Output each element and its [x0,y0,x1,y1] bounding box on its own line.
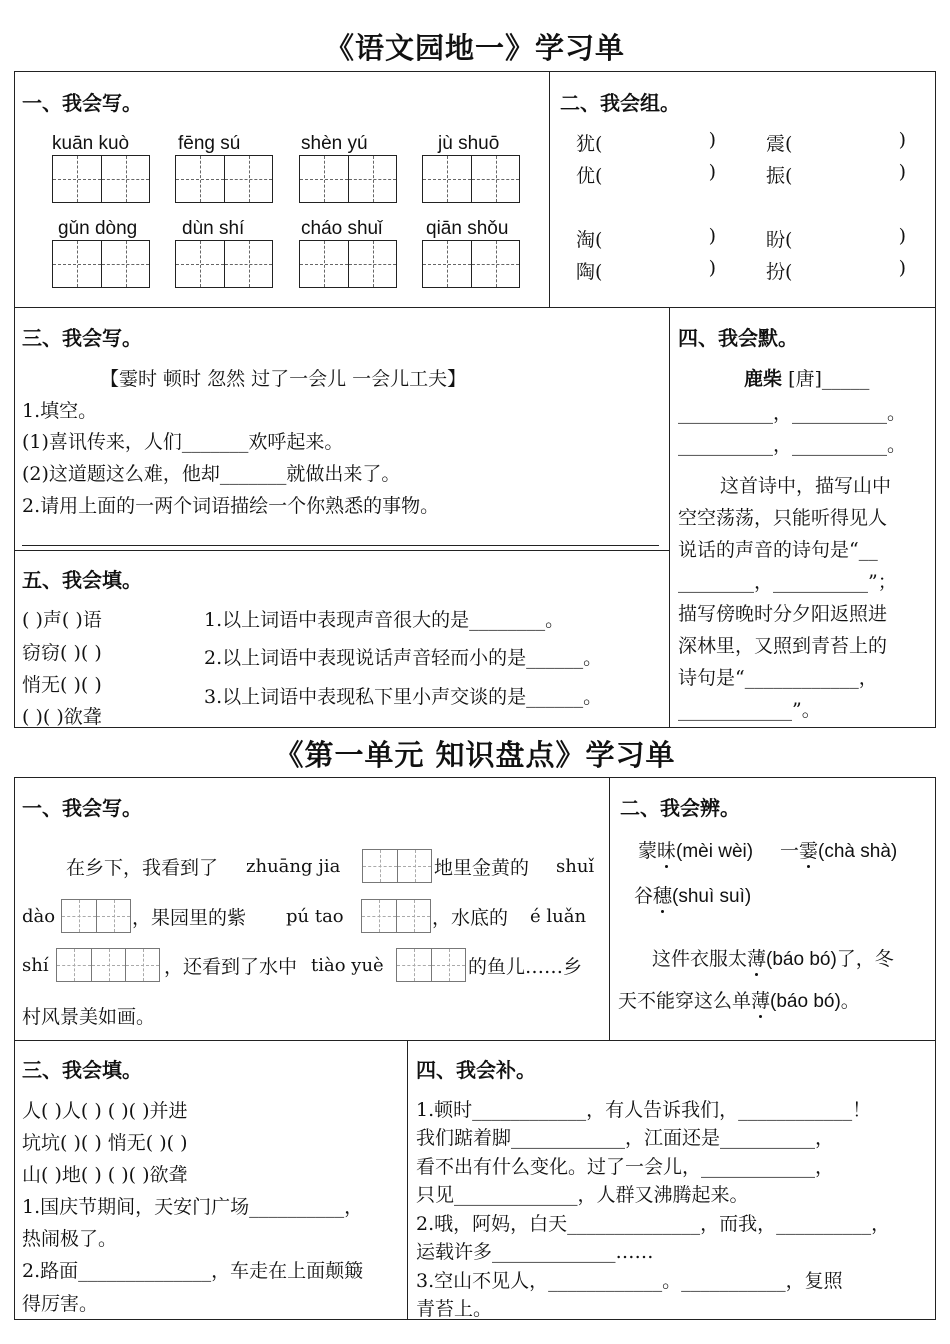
writing-grid[interactable] [396,948,466,982]
passage-pinyin: shí [22,955,49,976]
writing-grid[interactable] [175,240,273,288]
passage-text: 在乡下，我看到了 [66,857,219,879]
passage-pinyin: tiào yuè [311,955,384,976]
sheet2-divider-v2 [407,1040,408,1320]
complete-line[interactable]: 看不出有什么变化。过了一会儿，____________， [416,1156,835,1178]
pinyin-label: kuān kuò [52,133,130,154]
writing-grid[interactable] [52,240,150,288]
passage-pinyin: dào [22,906,56,927]
passage-text: 村风景美如画。 [22,1006,156,1028]
pinyin-label: shèn yú [301,133,368,154]
pronunciation-sentence[interactable]: 这件衣服太薄(báo bó)了，冬 [652,948,894,970]
writing-grid[interactable] [361,899,431,933]
s2-4-heading: 四、我会补。 [416,1058,536,1082]
sheet2-divider-1 [14,1040,936,1041]
fill-idiom[interactable]: ( )( )欲聋 [22,706,102,728]
complete-line[interactable]: 1.顿时____________，有人告诉我们，____________！ [416,1099,872,1121]
writing-grid[interactable] [52,155,150,203]
s3-heading: 三、我会写。 [22,326,142,350]
fill-idiom[interactable]: ( )声( )语 [22,609,102,631]
s4-heading: 四、我会默。 [678,326,798,350]
passage-pinyin: shuǐ [556,856,595,877]
poem-para: 描写傍晚时分夕阳返照进 [678,603,888,625]
poem-para[interactable]: 诗句是“____________， [678,667,878,689]
pronunciation-item[interactable]: 谷穗(shuì suì) [634,885,752,907]
sheet2-divider-v1 [609,777,610,1040]
pinyin-label: jù shuō [438,133,500,154]
writing-grid[interactable] [56,948,160,982]
pinyin-label: dùn shí [182,218,245,239]
s5-question[interactable]: 1.以上词语中表现声音很大的是________。 [204,609,565,631]
q1-label: 1.填空。 [22,400,98,422]
passage-pinyin: zhuāng jia [246,856,341,877]
poem-para: 空空荡荡，只能听得见人 [678,507,888,529]
fill-idiom[interactable]: 人( )人( ) ( )( )并进 [22,1100,188,1122]
s5-question[interactable]: 2.以上词语中表现说话声音轻而小的是______。 [204,647,603,669]
s2-3-heading: 三、我会填。 [22,1058,142,1082]
word-combo[interactable]: 震( ) [766,129,906,155]
q1a-blank[interactable]: (1)喜讯传来，人们_______欢呼起来。 [22,431,344,453]
s2-3-question[interactable]: 2.路面______________，车走在上面颠簸 [22,1260,364,1282]
passage-text: 的鱼儿……乡 [468,956,583,978]
complete-line[interactable]: 只见_____________，人群又沸腾起来。 [416,1184,749,1206]
passage-pinyin: pú tao [286,906,344,927]
complete-line[interactable]: 我们踮着脚____________，江面还是__________， [416,1127,835,1149]
s2-3-question[interactable]: 1.国庆节期间，天安门广场__________， [22,1196,364,1218]
q2-label: 2.请用上面的一两个词语描绘一个你熟悉的事物。 [22,495,440,517]
fill-idiom[interactable]: 山( )地( ) ( )( )欲聋 [22,1164,188,1186]
s2-heading: 二、我会组。 [560,91,680,115]
poem-heading: 鹿柴 [唐]_____ [744,368,870,390]
sheet1-title: 《语文园地一》学习单 [324,31,625,65]
word-combo[interactable]: 扮( ) [766,257,906,283]
poem-line-1[interactable]: __________，__________。 [678,402,907,424]
writing-grid[interactable] [422,240,520,288]
s2-3-question: 热闹极了。 [22,1228,118,1250]
passage-text: ，还看到了水中 [164,956,298,978]
passage-text: ，果园里的紫 [132,907,247,929]
pronunciation-item[interactable]: 蒙昧(mèi wèi) [638,840,754,862]
poem-para[interactable]: ________，__________”； [678,571,897,593]
poem-line-2[interactable]: __________，__________。 [678,434,907,456]
pronunciation-item[interactable]: 一霎(chà shà) [780,840,898,862]
word-combo[interactable]: 淘( ) [576,225,716,251]
sheet1-divider-v1 [549,71,550,307]
pinyin-label: qiān shǒu [426,218,509,239]
s5-question[interactable]: 3.以上词语中表现私下里小声交谈的是______。 [204,686,603,708]
writing-grid[interactable] [299,155,397,203]
complete-line[interactable]: 2.哦，阿妈，白天______________，而我，__________， [416,1213,891,1235]
writing-grid[interactable] [299,240,397,288]
fill-idiom[interactable]: 坑坑( )( ) 悄无( )( ) [22,1132,188,1154]
poem-para: 这首诗中，描写山中 [720,475,892,497]
sheet1-divider-v2 [669,307,670,728]
word-combo[interactable]: 犹( ) [576,129,716,155]
complete-line[interactable]: 运载许多_____________…… [416,1241,654,1263]
writing-grid[interactable] [175,155,273,203]
word-combo[interactable]: 振( ) [766,161,906,187]
writing-grid[interactable] [61,899,131,933]
word-combo[interactable]: 盼( ) [766,225,906,251]
passage-text: ，水底的 [432,907,509,929]
answer-line[interactable] [22,545,659,546]
writing-grid[interactable] [362,849,432,883]
word-combo[interactable]: 优( ) [576,161,716,187]
complete-line[interactable]: 3.空山不见人，____________。___________，复照 [416,1270,843,1292]
sheet1-divider-1 [14,307,936,308]
q1b-blank[interactable]: (2)这道题这么难，他却_______就做出来了。 [22,463,401,485]
word-bank: 【霎时 顿时 忽然 过了一会儿 一会儿工夫】 [100,368,467,390]
pinyin-label: cháo shuǐ [301,218,383,239]
poem-para: 深林里，又照到青苔上的 [678,635,888,657]
passage-pinyin: é luǎn [530,906,587,927]
pinyin-label: fēng sú [178,133,241,154]
complete-line: 青苔上。 [416,1298,493,1320]
sheet2-title: 《第一单元 知识盘点》学习单 [274,738,676,772]
writing-grid[interactable] [422,155,520,203]
fill-idiom[interactable]: 窃窃( )( ) [22,642,102,664]
s2-1-heading: 一、我会写。 [22,796,142,820]
word-combo[interactable]: 陶( ) [576,257,716,283]
s2-2-heading: 二、我会辨。 [620,796,740,820]
pronunciation-sentence[interactable]: 天不能穿这么单薄(báo bó)。 [618,990,860,1012]
s1-heading: 一、我会写。 [22,91,142,115]
poem-para: 说话的声音的诗句是“__ [678,539,878,561]
pinyin-label: gǔn dòng [58,218,138,239]
fill-idiom[interactable]: 悄无( )( ) [22,674,102,696]
sheet1-divider-2 [14,550,669,551]
poem-para[interactable]: ____________”。 [678,699,821,721]
passage-text: 地里金黄的 [434,857,530,879]
s5-heading: 五、我会填。 [22,568,142,592]
s2-3-question: 得厉害。 [22,1293,99,1315]
